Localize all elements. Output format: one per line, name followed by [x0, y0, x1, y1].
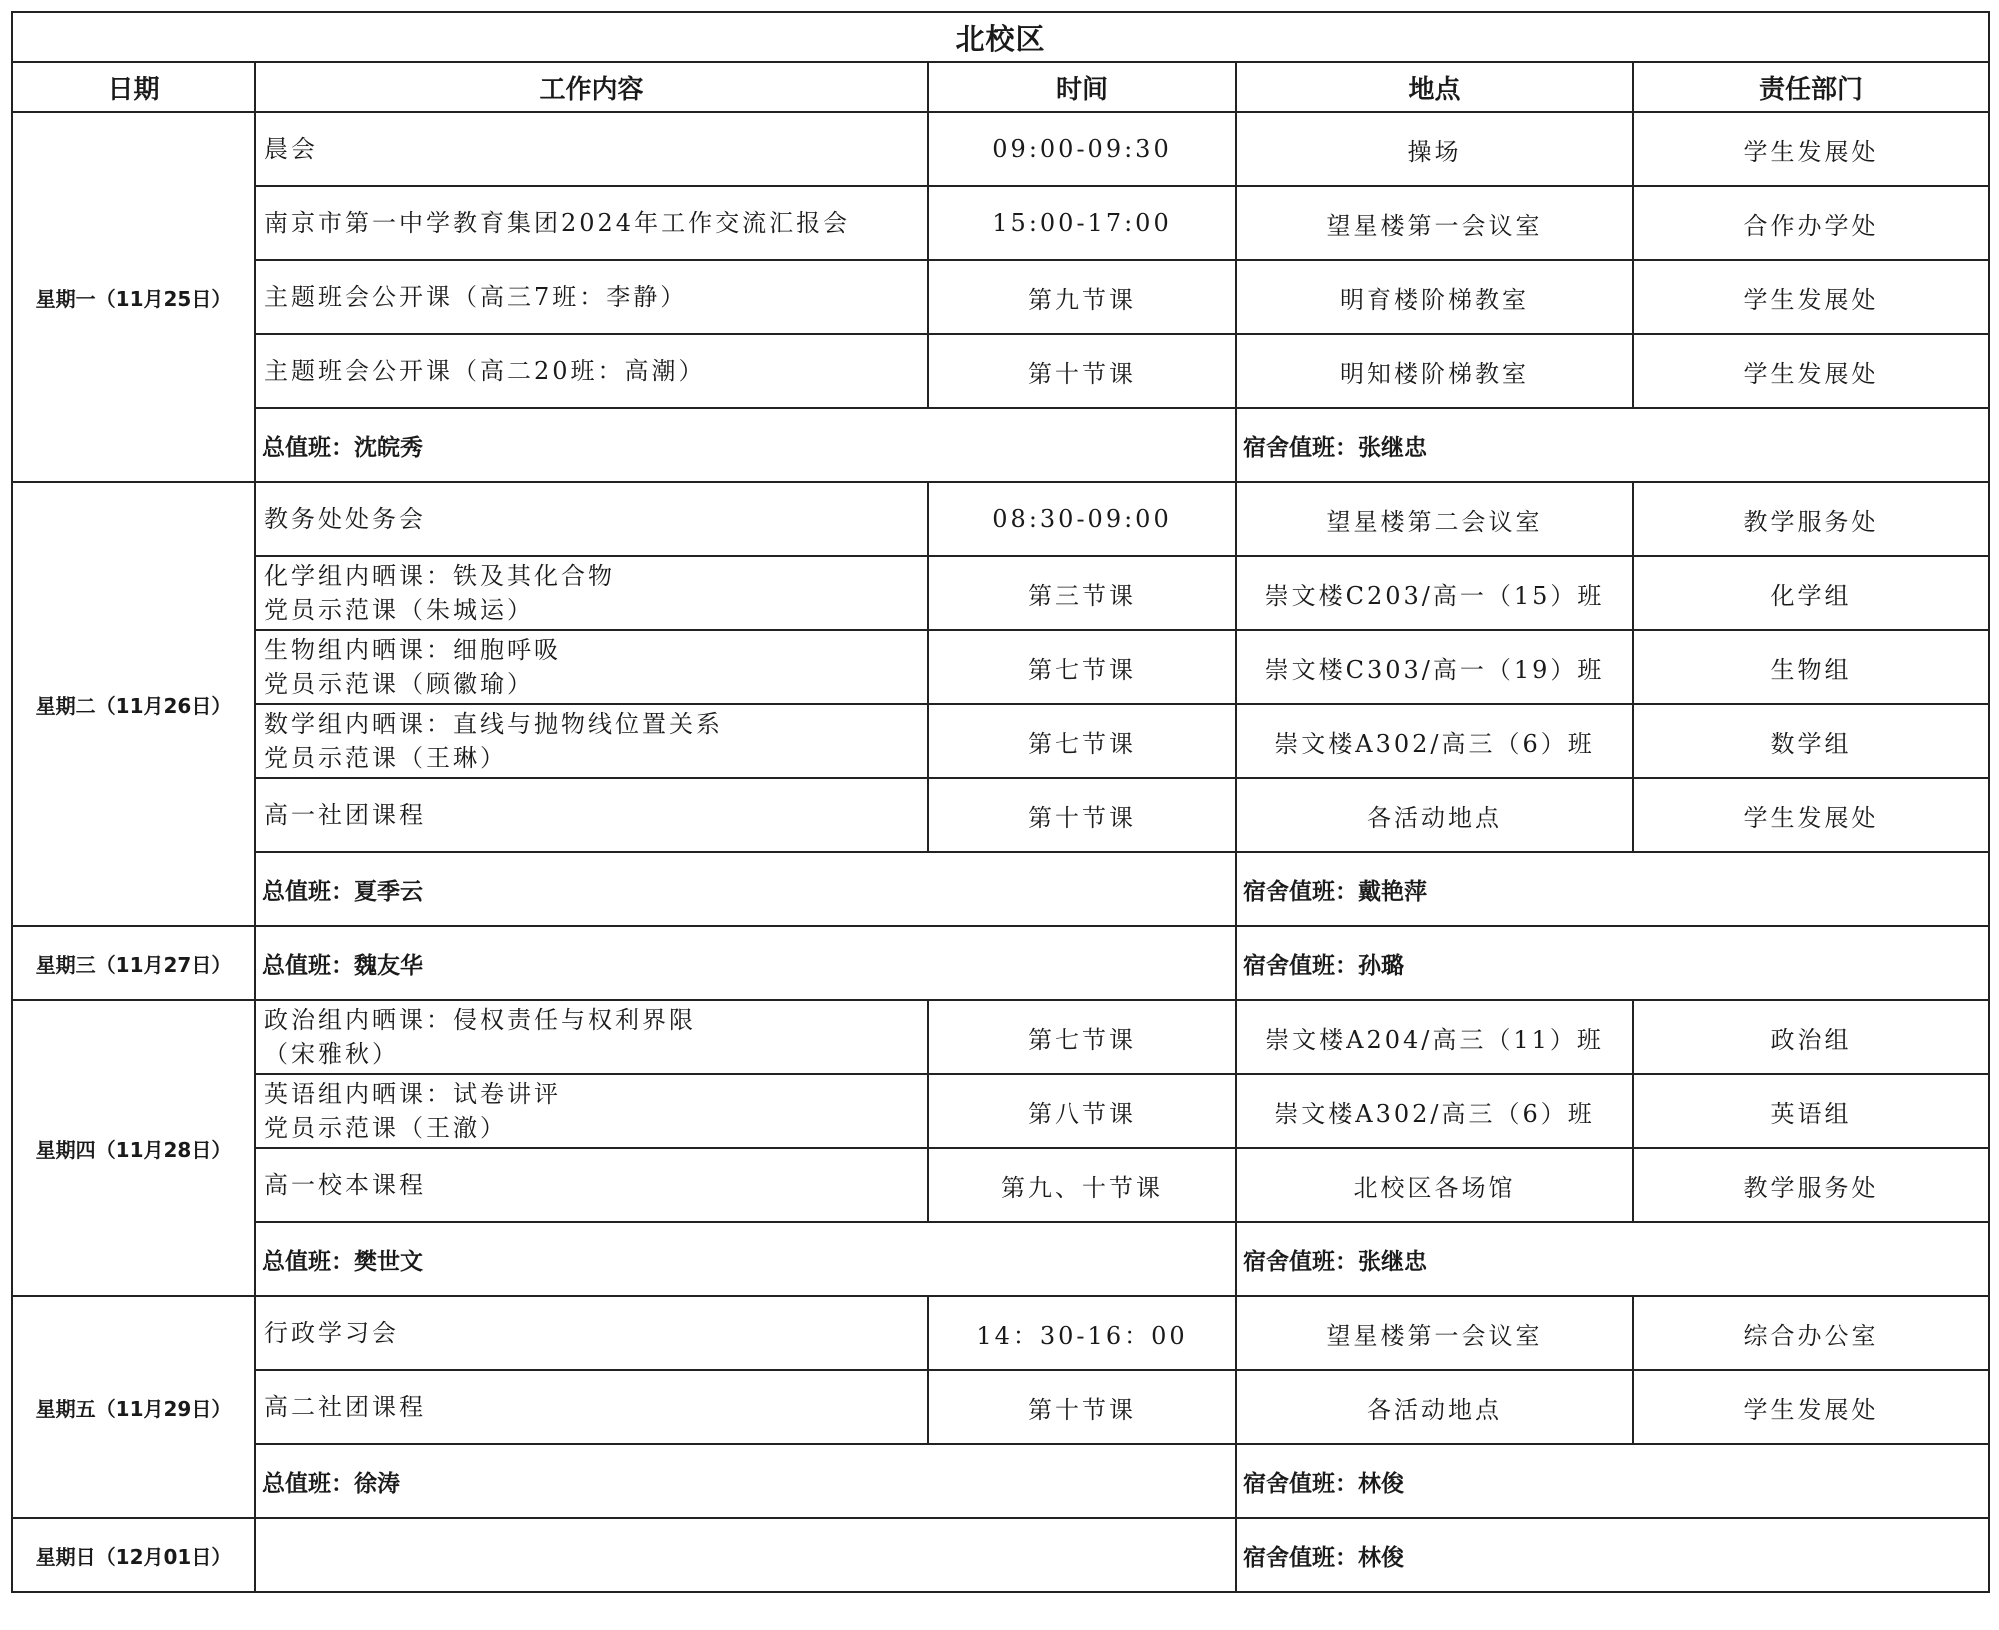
header-date: 日期 — [12, 62, 255, 112]
work-department: 化学组 — [1633, 556, 1989, 630]
dorm-duty: 宿舍值班：林俊 — [1236, 1444, 1989, 1518]
content-line: 党员示范课（王澈） — [264, 1114, 507, 1142]
header-time: 时间 — [928, 62, 1236, 112]
work-content: 高二社团课程 — [255, 1370, 928, 1444]
general-duty: 总值班：徐涛 — [255, 1444, 1236, 1518]
work-content — [255, 704, 928, 778]
work-location: 望星楼第一会议室 — [1236, 186, 1633, 260]
work-location: 北校区各场馆 — [1236, 1148, 1633, 1222]
day-date: 星期二（11月26日） — [12, 482, 255, 926]
table-row — [12, 630, 1989, 704]
duty-row — [12, 852, 1989, 926]
work-content — [255, 556, 928, 630]
general-duty: 总值班：夏季云 — [255, 852, 1236, 926]
work-location: 崇文楼C203/高一（15）班 — [1236, 556, 1633, 630]
duty-row — [12, 408, 1989, 482]
work-location: 崇文楼A302/高三（6）班 — [1236, 1074, 1633, 1148]
work-department: 学生发展处 — [1633, 260, 1989, 334]
content-line: 党员示范课（王琳） — [264, 744, 507, 772]
work-time: 第十节课 — [928, 334, 1236, 408]
work-department: 教学服务处 — [1633, 1148, 1989, 1222]
duty-row — [12, 1222, 1989, 1296]
work-content — [255, 630, 928, 704]
work-content: 行政学习会 — [255, 1296, 928, 1370]
table-row — [12, 1296, 1989, 1370]
work-content: 高一校本课程 — [255, 1148, 928, 1222]
content-line: 党员示范课（朱城运） — [264, 596, 534, 624]
table-row — [12, 778, 1989, 852]
work-time: 第三节课 — [928, 556, 1236, 630]
work-time: 第十节课 — [928, 1370, 1236, 1444]
work-time: 14：30-16：00 — [928, 1296, 1236, 1370]
table-row — [12, 1148, 1989, 1222]
work-content: 主题班会公开课（高三7班：李静） — [255, 260, 928, 334]
work-location: 各活动地点 — [1236, 778, 1633, 852]
dorm-duty: 宿舍值班：张继忠 — [1236, 408, 1989, 482]
work-department: 政治组 — [1633, 1000, 1989, 1074]
table-row — [12, 260, 1989, 334]
general-duty-empty — [255, 1518, 1236, 1592]
schedule-table — [11, 11, 1990, 1593]
day-date: 星期三（11月27日） — [12, 926, 255, 1000]
header-content: 工作内容 — [255, 62, 928, 112]
day-date: 星期四（11月28日） — [12, 1000, 255, 1296]
dorm-duty: 宿舍值班：林俊 — [1236, 1518, 1989, 1592]
title-row — [12, 12, 1989, 62]
work-department: 数学组 — [1633, 704, 1989, 778]
work-department: 学生发展处 — [1633, 334, 1989, 408]
duty-row — [12, 926, 1989, 1000]
work-department: 生物组 — [1633, 630, 1989, 704]
work-content: 主题班会公开课（高二20班：高潮） — [255, 334, 928, 408]
table-row — [12, 186, 1989, 260]
work-content: 南京市第一中学教育集团2024年工作交流汇报会 — [255, 186, 928, 260]
general-duty: 总值班：魏友华 — [255, 926, 1236, 1000]
header-department: 责任部门 — [1633, 62, 1989, 112]
header-row — [12, 62, 1989, 112]
table-row — [12, 112, 1989, 186]
work-time: 第十节课 — [928, 778, 1236, 852]
table-row — [12, 1370, 1989, 1444]
work-location: 望星楼第二会议室 — [1236, 482, 1633, 556]
work-content — [255, 1074, 928, 1148]
day-date: 星期五（11月29日） — [12, 1296, 255, 1518]
work-time: 09:00-09:30 — [928, 112, 1236, 186]
dorm-duty: 宿舍值班：张继忠 — [1236, 1222, 1989, 1296]
general-duty: 总值班：樊世文 — [255, 1222, 1236, 1296]
duty-row — [12, 1518, 1989, 1592]
work-location: 崇文楼A204/高三（11）班 — [1236, 1000, 1633, 1074]
work-time: 第七节课 — [928, 704, 1236, 778]
work-location: 操场 — [1236, 112, 1633, 186]
work-time: 第七节课 — [928, 1000, 1236, 1074]
duty-row — [12, 1444, 1989, 1518]
work-department: 合作办学处 — [1633, 186, 1989, 260]
table-row — [12, 334, 1989, 408]
day-date: 星期一（11月25日） — [12, 112, 255, 482]
work-content: 高一社团课程 — [255, 778, 928, 852]
work-location: 望星楼第一会议室 — [1236, 1296, 1633, 1370]
header-location: 地点 — [1236, 62, 1633, 112]
dorm-duty: 宿舍值班：孙璐 — [1236, 926, 1989, 1000]
work-department: 学生发展处 — [1633, 1370, 1989, 1444]
day-date: 星期日（12月01日） — [12, 1518, 255, 1592]
work-content: 教务处处务会 — [255, 482, 928, 556]
campus-title: 北校区 — [12, 12, 1989, 62]
table-row — [12, 704, 1989, 778]
work-content: 晨会 — [255, 112, 928, 186]
work-department: 学生发展处 — [1633, 112, 1989, 186]
content-line: 英语组内晒课：试卷讲评 — [264, 1080, 561, 1108]
work-location: 崇文楼C303/高一（19）班 — [1236, 630, 1633, 704]
table-row — [12, 482, 1989, 556]
work-location: 崇文楼A302/高三（6）班 — [1236, 704, 1633, 778]
work-time: 15:00-17:00 — [928, 186, 1236, 260]
table-row — [12, 1000, 1989, 1074]
work-time: 第九、十节课 — [928, 1148, 1236, 1222]
work-department: 综合办公室 — [1633, 1296, 1989, 1370]
content-line: 生物组内晒课：细胞呼吸 — [264, 636, 561, 664]
content-line: 党员示范课（顾徽瑜） — [264, 670, 534, 698]
work-location: 各活动地点 — [1236, 1370, 1633, 1444]
content-line: 数学组内晒课：直线与抛物线位置关系 — [264, 710, 723, 738]
work-location: 明育楼阶梯教室 — [1236, 260, 1633, 334]
work-time: 08:30-09:00 — [928, 482, 1236, 556]
work-location: 明知楼阶梯教室 — [1236, 334, 1633, 408]
work-department: 英语组 — [1633, 1074, 1989, 1148]
table-row — [12, 1074, 1989, 1148]
work-time: 第七节课 — [928, 630, 1236, 704]
work-department: 教学服务处 — [1633, 482, 1989, 556]
general-duty: 总值班：沈皖秀 — [255, 408, 1236, 482]
content-line: 化学组内晒课：铁及其化合物 — [264, 562, 615, 590]
work-department: 学生发展处 — [1633, 778, 1989, 852]
dorm-duty: 宿舍值班：戴艳萍 — [1236, 852, 1989, 926]
table-row — [12, 556, 1989, 630]
content-line: （宋雅秋） — [264, 1040, 399, 1068]
work-content — [255, 1000, 928, 1074]
work-time: 第九节课 — [928, 260, 1236, 334]
work-time: 第八节课 — [928, 1074, 1236, 1148]
content-line: 政治组内晒课：侵权责任与权利界限 — [264, 1006, 696, 1034]
